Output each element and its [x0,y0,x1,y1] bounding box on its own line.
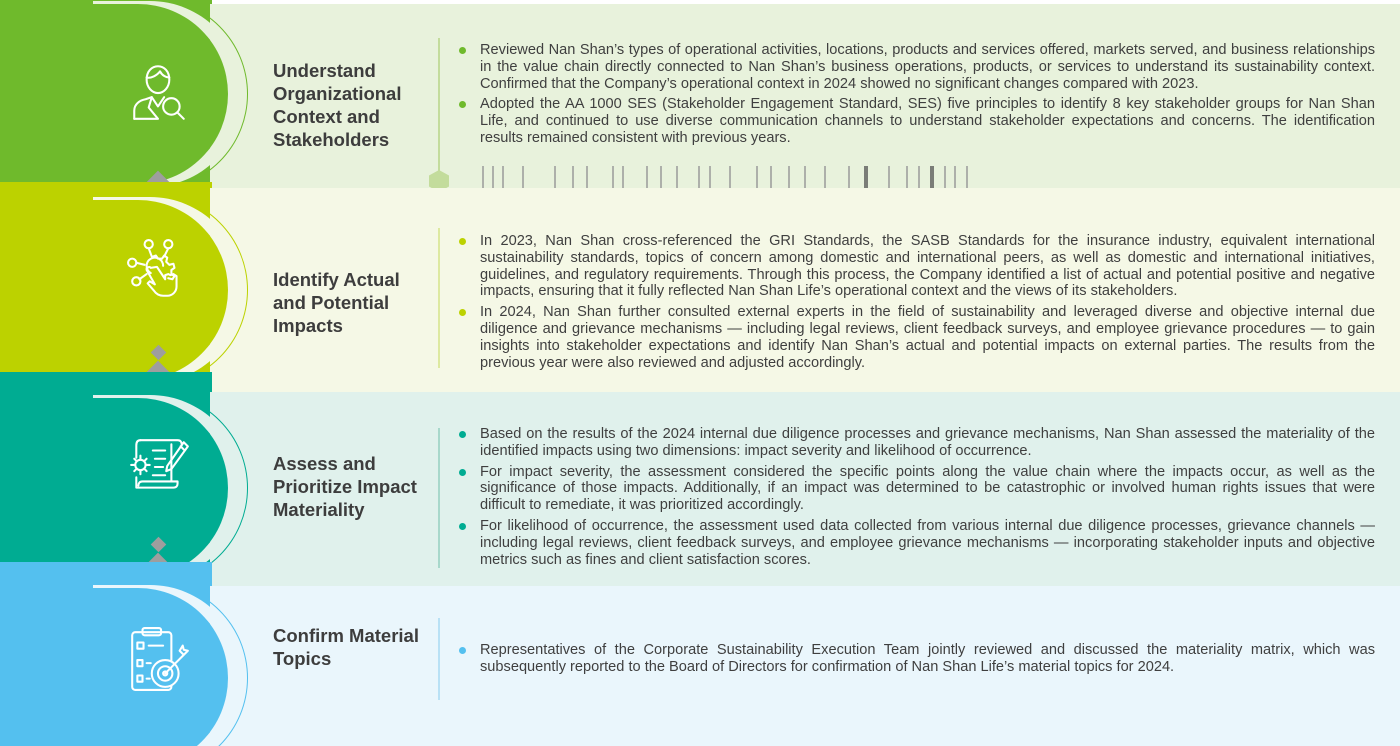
step-title: Assess and Prioritize Impact Materiality [273,453,417,520]
vertical-divider [438,428,440,568]
step-title: Understand Organizational Context and Stakeholders [273,60,402,150]
bullet-item: Adopted the AA 1000 SES (Stakeholder Engagement Standard, SES) five principles to identify 8 key stakeholder groups for Nan Shan Life, and continued to use diverse communication channels to understand stakeholder expectations and concerns. The identification results remained consistent with previous years. [457,96,1375,146]
bullet-dot [459,101,466,108]
step-understand-context [0,0,1400,188]
bullet-dot [459,647,466,654]
bullet-dot [459,238,466,245]
bullet-dot [459,309,466,316]
bullet-list [457,426,1375,572]
bullet-item: Representatives of the Corporate Sustainability Execution Team jointly reviewed and discussed the materiality matrix, which was subsequently reported to the Board of Directors for confirmation of Nan Shan Life’s material topics for 2024. [457,642,1375,676]
bullet-dot [459,469,466,476]
step-confirm-topics [0,562,1400,746]
bullet-dot [459,431,466,438]
step-title: Identify Actual and Potential Impacts [273,269,400,336]
vertical-divider [438,618,440,700]
bullet-list [457,642,1375,680]
step-identify-impacts [0,182,1400,392]
bullet-item: Reviewed Nan Shan’s types of operational activities, locations, products and services offered, markets served, and business relationships in the value chain directly connected to Nan Shan’s business operations, products, or services to understand its sustainability context. Confirmed that the Company’s operational context in 2024 showed no significant changes compared with 2023. [457,42,1375,92]
step-title: Confirm Material Topics [273,625,419,669]
document-gear-pen-icon [124,432,194,502]
bullet-item: For likelihood of occurrence, the assessment used data collected from various internal due diligence processes, grievance channels — including legal reviews, client feedback surveys, and employee grievance mechanisms — incorporating stakeholder inputs and objective metrics such as fines and client satisfaction scores. [457,518,1375,568]
bullet-item: In 2023, Nan Shan cross-referenced the GRI Standards, the SASB Standards for the insurance industry, equivalent international sustainability standards, topics of concern among domestic and international peers, as well as domestic and international initiatives, guidelines, and regulatory requirements. Through this process, the Company identified a list of actual and potential positive and negative impacts, ensuring that it fully reflected Nan Shan Life’s operational context and the views of its stakeholders. [457,233,1375,300]
vertical-divider [438,38,440,173]
bullet-item: For impact severity, the assessment considered the specific points along the value chain where the impacts occur, as well as the significance of those impacts. Additionally, if an impact was determined to be catastrophic or involved human rights issues that were difficult to remediate, it was prioritized accordingly. [457,464,1375,514]
step-assess-prioritize [0,372,1400,586]
person-magnifier-icon [124,57,194,127]
bullet-dot [459,47,466,54]
bullet-item: Based on the results of the 2024 internal due diligence processes and grievance mechanisms, Nan Shan assessed the materiality of the identified impacts using two dimensions: impact severity and likelihood of occurrence. [457,426,1375,460]
checklist-target-icon [124,624,194,694]
bullet-dot [459,523,466,530]
bullet-item: In 2024, Nan Shan further consulted external experts in the field of sustainability and leveraged diverse and objective internal due diligence and grievance mechanisms — including legal reviews, client feedback surveys, and employee grievance procedures — to gain insights into stakeholder expectations and identify Nan Shan’s actual and potential impacts on external parties. The results from the previous year were also reviewed and adjusted accordingly. [457,304,1375,371]
bullet-list [457,42,1375,151]
vertical-divider [438,228,440,368]
bullet-list [457,233,1375,375]
network-gear-hand-icon [124,236,194,306]
